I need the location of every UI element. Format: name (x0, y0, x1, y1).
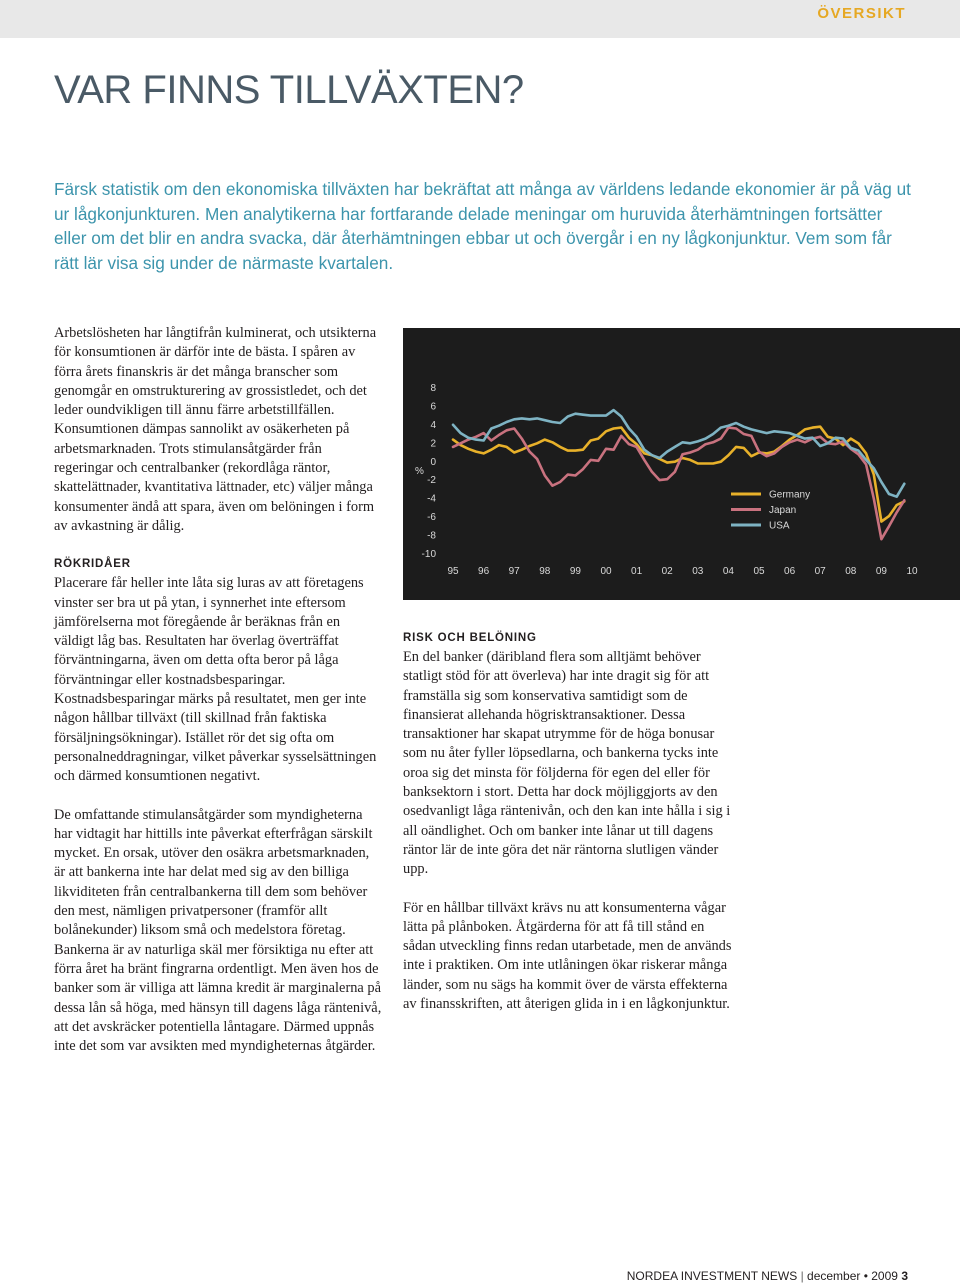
x-tick-label: 06 (784, 566, 796, 577)
x-tick-label: 10 (906, 566, 918, 577)
heading-rokridaer: RÖKRIDÅER (54, 558, 131, 571)
gdp-growth-chart (403, 328, 960, 600)
chart-svg (403, 328, 960, 600)
x-tick-label: 95 (447, 566, 459, 577)
left-paragraph-3: De omfattande stimulansåtgärder som myndigheterna har vidtagit har hittills inte påverkat efterfrågan särskilt mycket. En orsak, utöver den osäkra arbetsmarknaden, är att bankerna inte har delat med sig av den billiga likviditeten från centralbankerna till dem som behöver den mest, nämligen privatpersoner (framför allt bolånekunder) liksom små och medelstora företag. Bankerna är av naturliga skäl mer försiktiga nu efter att förra året ha bränt fingrarna ordentligt. Men även hos de banker som är villiga att lämna kredit är marginalerna på dessa lån så höga, med hänsyn till dagens låga räntenivå, att det avskräcker potentiella låntagare. Därmed uppnås inte det som var avsikten med myndigheternas åtgärder. (54, 806, 382, 1055)
x-tick-label: 96 (478, 566, 490, 577)
y-tick-label: -10 (421, 549, 436, 560)
footer-page-number: 3 (901, 1269, 908, 1283)
legend-label-germany: Germany (769, 489, 811, 501)
top-bar (0, 0, 960, 38)
y-tick-label: 2 (430, 438, 436, 450)
x-tick-label: 03 (692, 566, 704, 577)
x-tick-label: 05 (753, 566, 765, 577)
footer-issue: december • 2009 (807, 1269, 898, 1283)
x-tick-label: 02 (661, 566, 673, 577)
footer-separator: | (800, 1269, 804, 1283)
x-tick-label: 99 (569, 566, 581, 577)
page-title: VAR FINNS TILLVÄXTEN? (54, 68, 524, 112)
series-line-germany (453, 427, 904, 522)
right-column (403, 632, 738, 1014)
y-tick-label: 0 (430, 456, 436, 468)
legend-label-japan: Japan (769, 505, 797, 516)
x-tick-label: 04 (722, 566, 734, 577)
series-line-usa (453, 410, 904, 497)
page-footer (627, 1269, 908, 1283)
y-tick-label: 4 (430, 419, 436, 431)
section-label: ÖVERSIKT (817, 5, 906, 22)
y-axis-label: % (415, 466, 424, 477)
y-tick-label: 6 (430, 401, 436, 413)
right-paragraph-2: För en hållbar tillväxt krävs nu att konsumenterna vågar lätta på plånboken. Åtgärderna för att få till stånd en sådan utveckling finns redan utarbetade, men de används inte i praktiken. Om inte utlåningen ökar riskerar många länder, som nu sägs ha kommit över de värsta effekterna av finansskriften, att återigen glida in i en lågkonjunktur. (403, 899, 732, 1013)
x-tick-label: 00 (600, 566, 612, 577)
y-tick-label: 8 (430, 383, 436, 394)
right-paragraph-1: En del banker (däribland flera som alltjämt behöver statligt stöd för att överleva) har inte dragit sig för att framställa sig som konservativa samtidigt som de finansierat allehanda högrisktransaktioner. Dessa transaktioner har skapat utrymme för de höga bonusar som nu åter fyller löpsedlarna, och bankerna tycks inte oroa sig det minsta för följderna för egen del eller för banksektorn i stort. Detta har dock möjliggjorts av den osedvanligt låga räntenivån, och den kan inte hålla i sig i all oändlighet. Och om banker inte lånar ut till dagens räntor lär de inte göra det när räntorna slutligen vänder upp. (403, 649, 731, 878)
y-tick-label: -6 (427, 512, 436, 524)
legend-label-usa: USA (769, 520, 790, 532)
x-tick-label: 98 (539, 566, 551, 577)
x-tick-label: 09 (875, 566, 887, 577)
x-tick-label: 01 (631, 566, 643, 577)
x-tick-label: 97 (508, 566, 520, 577)
left-paragraph-2: Placerare får heller inte låta sig luras av att företagens vinster ser bra ut på ytan, i synnerhet inte eftersom jämförelserna mot föregående år beräknas från en väldigt låg bas. Resultaten har överlag överträffat förväntningarna, även om detta ofta beror på låga förväntningar eller kostnadsbesparingar. Kostnadsbesparingar märks på resultatet, men ger inte någon hållbar tillväxt (till skillnad från faktiska försäljningsökningar). Istället rör det sig ofta om personalneddragningar, vilket påverkar sysselsättningen och därmed konsumtionen negativt. (54, 575, 377, 785)
heading-risk-och-beloning: RISK OCH BELÖNING (403, 632, 537, 644)
x-tick-label: 08 (845, 566, 857, 577)
x-tick-label: 07 (814, 566, 826, 577)
left-column (54, 324, 382, 1056)
left-paragraph-1: Arbetslösheten har långtifrån kulminerat, och utsikterna för konsumtionen är därför inte de bästa. I spåren av förra årets finanskris är det många branscher som genomgår en omstrukturering av grossistledet, och det leder oundvikligen till ännu färre arbetstillfällen. Konsumtionen dämpas sannolikt av osäkerheten på arbetsmarknaden. Trots stimulansåtgärder från regeringar och centralbanker (rekordlåga räntor, skattelättnader, kvantitativa lättnader, etc) väljer många konsumenter ändå att spara, även om belöningen i form av avkastning är dålig. (54, 325, 377, 534)
y-tick-label: -4 (427, 493, 436, 505)
y-tick-label: -8 (427, 530, 436, 542)
footer-brand: NORDEA INVESTMENT NEWS (626, 1269, 798, 1283)
intro-paragraph: Färsk statistik om den ekonomiska tillväxten har bekräftat att många av världens ledande ekonomier är på väg ut ur lågkonjunkturen. Men analytikerna har fortfarande delade meningar om huruvida återhämtningen fortsätter eller om det blir en andra svacka, där återhämtningen ebbar ut och övergår i en ny lågkonjunktur. Vem som får rätt lär visa sig under de närmaste kvartalen. (54, 179, 911, 273)
y-tick-label: -2 (427, 475, 436, 487)
